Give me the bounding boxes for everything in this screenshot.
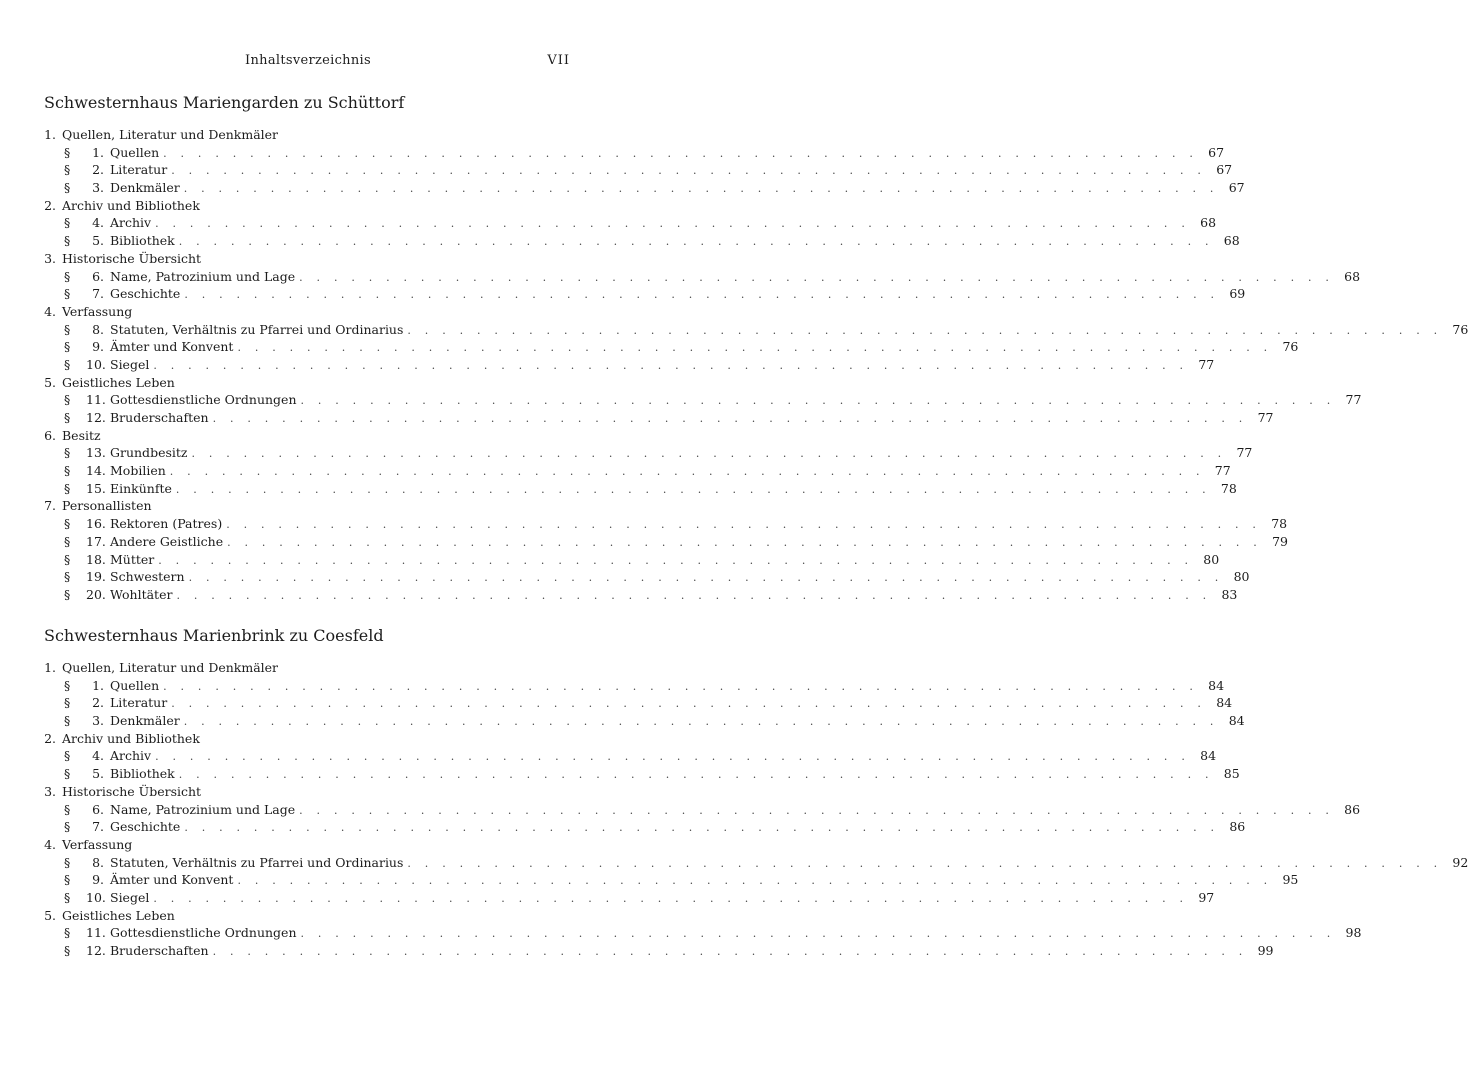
entry-number: 7. [92, 819, 104, 835]
entry-page-number: 78 [1271, 516, 1288, 532]
dot-leader: . . . . . . . . . . . . . . . . . . . . . . . . . . . . . . . . . . . . . . . . . . . . . . . . . . . . . . . . . . . . [191, 447, 1227, 461]
entry-title: Statuten, Verhältnis zu Pfarrei und Ordinarius [110, 854, 404, 870]
entry-number: 12. [86, 943, 106, 958]
dot-leader: . . . . . . . . . . . . . . . . . . . . . . . . . . . . . . . . . . . . . . . . . . . . . . . . . . . . . . . . . . . . [184, 288, 1220, 302]
toc-entry [44, 871, 1299, 889]
section-title: Schwesternhaus Mariengarden zu Schüttorf [44, 93, 405, 112]
entry-number: 1. [92, 144, 104, 160]
entry-label [64, 551, 158, 569]
entry-number: 15. [86, 480, 106, 496]
dot-leader: . . . . . . . . . . . . . . . . . . . . . . . . . . . . . . . . . . . . . . . . . . . . . . . . . . . . . . . . . . . . [171, 164, 1207, 178]
chapter-title: Archiv und Bibliothek [61, 730, 200, 746]
entry-number: 12. [86, 410, 106, 425]
entry-title: Grundbesitz [110, 445, 188, 461]
entry-page-number: 78 [1220, 480, 1237, 496]
entry-page-number: 92 [1452, 854, 1468, 870]
toc-entry [44, 694, 1233, 712]
dot-leader: . . . . . . . . . . . . . . . . . . . . . . . . . . . . . . . . . . . . . . . . . . . . . . . . . . . . . . . . . . . . [407, 856, 1443, 870]
toc-entry [44, 854, 1468, 872]
toc-entry [44, 568, 1250, 586]
chapter-number: 2. [44, 197, 56, 213]
entry-number: 10. [86, 356, 106, 372]
toc-entry [44, 712, 1245, 730]
toc-entry [44, 356, 1215, 374]
entry-title: Bibliothek [110, 233, 175, 249]
dot-leader: . . . . . . . . . . . . . . . . . . . . . . . . . . . . . . . . . . . . . . . . . . . . . . . . . . . . . . . . . . . . [183, 715, 1219, 729]
toc-entry [44, 515, 1288, 533]
chapter-title: Historische Übersicht [61, 783, 202, 799]
entry-label [64, 232, 179, 250]
toc-entry [44, 801, 1361, 819]
entry-page-number: 67 [1208, 144, 1225, 160]
entry-label [64, 586, 176, 604]
chapter-heading [44, 783, 574, 801]
toc-entry [44, 444, 1253, 462]
entry-title: Mütter [110, 551, 155, 567]
entry-label [64, 144, 163, 162]
dot-leader: . . . . . . . . . . . . . . . . . . . . . . . . . . . . . . . . . . . . . . . . . . . . . . . . . . . . . . . . . . . . [178, 235, 1214, 249]
section-symbol: § [64, 356, 71, 372]
entry-label [64, 854, 407, 872]
chapter-number: 3. [44, 250, 56, 266]
entry-title: Denkmäler [110, 180, 180, 196]
dot-leader: . . . . . . . . . . . . . . . . . . . . . . . . . . . . . . . . . . . . . . . . . . . . . . . . . . . . . . . . . . . . [227, 535, 1262, 549]
entry-page-number: 95 [1282, 872, 1299, 888]
entry-number: 3. [92, 180, 104, 196]
entry-title: Geschichte [110, 286, 181, 302]
toc-entry [44, 480, 1237, 498]
entry-label [64, 462, 170, 480]
toc-entry [44, 409, 1274, 427]
dot-leader: . . . . . . . . . . . . . . . . . . . . . . . . . . . . . . . . . . . . . . . . . . . . . . . . . . . . . . . . . . . . [169, 465, 1205, 479]
section-symbol: § [64, 233, 71, 249]
dot-leader: . . . . . . . . . . . . . . . . . . . . . . . . . . . . . . . . . . . . . . . . . . . . . . . . . . . . . . . . . . . . [176, 588, 1212, 602]
entry-number: 2. [92, 162, 104, 178]
entry-title: Archiv [110, 215, 152, 231]
toc-entry [44, 338, 1299, 356]
entry-title: Bruderschaften [110, 410, 209, 425]
dot-leader: . . . . . . . . . . . . . . . . . . . . . . . . . . . . . . . . . . . . . . . . . . . . . . . . . . . . . . . . . . . . [299, 270, 1335, 284]
section-symbol: § [64, 889, 71, 905]
section-symbol: § [64, 854, 71, 870]
entry-number: 7. [92, 286, 104, 302]
section-symbol: § [64, 569, 71, 585]
entry-number: 18. [86, 551, 106, 567]
chapter-title: Geistliches Leben [61, 907, 175, 923]
dot-leader: . . . . . . . . . . . . . . . . . . . . . . . . . . . . . . . . . . . . . . . . . . . . . . . . . . . . . . . . . . . . [171, 697, 1207, 711]
section-symbol: § [64, 144, 71, 160]
toc-entry [44, 214, 1217, 232]
toc-entry [44, 747, 1217, 765]
section-symbol: § [64, 516, 71, 532]
section-symbol: § [64, 695, 71, 711]
section-symbol: § [64, 801, 71, 817]
toc-section [44, 92, 1468, 604]
toc-entry [44, 942, 1274, 960]
chapter-number: 4. [44, 836, 56, 852]
entry-number: 20. [86, 586, 106, 602]
running-head [0, 53, 700, 71]
toc-entry [44, 586, 1238, 604]
entry-label [64, 924, 301, 942]
running-head-title: Inhaltsverzeichnis [245, 53, 371, 68]
dot-leader: . . . . . . . . . . . . . . . . . . . . . . . . . . . . . . . . . . . . . . . . . . . . . . . . . . . . . . . . . . . . [300, 394, 1336, 408]
dot-leader: . . . . . . . . . . . . . . . . . . . . . . . . . . . . . . . . . . . . . . . . . . . . . . . . . . . . . . . . . . . . [226, 518, 1262, 532]
entry-title: Quellen [110, 677, 160, 693]
toc-entry [44, 144, 1225, 162]
entry-page-number: 84 [1216, 695, 1233, 711]
dot-leader: . . . . . . . . . . . . . . . . . . . . . . . . . . . . . . . . . . . . . . . . . . . . . . . . . . . . . . . . . . . . [184, 821, 1220, 835]
entry-label [64, 285, 184, 303]
entry-label [64, 409, 213, 427]
toc-entry [44, 321, 1468, 339]
chapter-number: 1. [44, 127, 56, 142]
entry-title: Schwestern [110, 569, 185, 585]
entry-title: Literatur [110, 162, 168, 178]
dot-leader: . . . . . . . . . . . . . . . . . . . . . . . . . . . . . . . . . . . . . . . . . . . . . . . . . . . . . . . . . . . . [163, 679, 1199, 693]
entry-label [64, 161, 171, 179]
entry-page-number: 67 [1228, 180, 1245, 196]
section-symbol: § [64, 180, 71, 196]
entry-page-number: 84 [1200, 748, 1217, 764]
entry-page-number: 77 [1214, 463, 1231, 479]
chapter-heading [44, 197, 574, 215]
entry-number: 8. [92, 854, 104, 870]
section-symbol: § [64, 925, 71, 941]
entry-number: 2. [92, 695, 104, 711]
entry-title: Siegel [110, 889, 150, 905]
chapter-title: Verfassung [61, 836, 133, 852]
section-symbol: § [64, 713, 71, 729]
dot-leader: . . . . . . . . . . . . . . . . . . . . . . . . . . . . . . . . . . . . . . . . . . . . . . . . . . . . . . . . . . . . [188, 571, 1224, 585]
toc-entry [44, 391, 1362, 409]
chapter-heading [44, 427, 574, 445]
entry-title: Einkünfte [110, 480, 172, 496]
entry-number: 4. [92, 748, 104, 764]
entry-number: 3. [92, 713, 104, 729]
section-symbol: § [64, 748, 71, 764]
entry-title: Siegel [110, 356, 150, 372]
entry-title: Ämter und Konvent [110, 872, 234, 888]
chapter-number: 2. [44, 730, 56, 746]
entry-label [64, 568, 189, 586]
chapter-number: 4. [44, 303, 56, 319]
entry-page-number: 99 [1257, 943, 1274, 958]
entry-number: 6. [92, 801, 104, 817]
entry-number: 5. [92, 766, 104, 782]
toc-entry [44, 232, 1240, 250]
section-symbol: § [64, 162, 71, 178]
entry-number: 10. [86, 889, 106, 905]
entry-label [64, 338, 237, 356]
chapter-title: Besitz [61, 427, 101, 443]
entry-page-number: 79 [1272, 533, 1288, 549]
entry-page-number: 68 [1223, 233, 1240, 249]
entry-number: 14. [86, 463, 106, 479]
entry-page-number: 76 [1282, 339, 1299, 355]
section-symbol: § [64, 445, 71, 461]
entry-title: Gottesdienstliche Ordnungen [110, 392, 297, 408]
entry-label [64, 747, 155, 765]
chapter-number: 3. [44, 783, 56, 799]
chapter-number: 6. [44, 427, 56, 443]
entry-title: Gottesdienstliche Ordnungen [110, 925, 297, 941]
chapter-heading [44, 250, 574, 268]
entry-label [64, 801, 299, 819]
toc-entry [44, 818, 1246, 836]
chapter-title: Quellen, Literatur und Denkmäler [61, 127, 279, 142]
chapter-title: Archiv und Bibliothek [61, 197, 200, 213]
toc-section [44, 625, 1468, 960]
entry-label [64, 871, 237, 889]
section-symbol: § [64, 215, 71, 231]
entry-label [64, 444, 191, 462]
toc-entry [44, 889, 1215, 907]
dot-leader: . . . . . . . . . . . . . . . . . . . . . . . . . . . . . . . . . . . . . . . . . . . . . . . . . . . . . . . . . . . . [175, 482, 1211, 496]
chapter-title: Geistliches Leben [61, 374, 175, 390]
chapter-number: 1. [44, 660, 56, 675]
entry-number: 13. [86, 445, 106, 461]
section-title: Schwesternhaus Marienbrink zu Coesfeld [44, 626, 384, 645]
dot-leader: . . . . . . . . . . . . . . . . . . . . . . . . . . . . . . . . . . . . . . . . . . . . . . . . . . . . . . . . . . . . [153, 358, 1189, 372]
dot-leader: . . . . . . . . . . . . . . . . . . . . . . . . . . . . . . . . . . . . . . . . . . . . . . . . . . . . . . . . . . . . [153, 891, 1189, 905]
chapter-title: Personallisten [61, 498, 152, 514]
entry-page-number: 68 [1200, 215, 1217, 231]
chapter-number: 7. [44, 498, 56, 514]
toc-entry [44, 179, 1245, 197]
toc-entry [44, 285, 1246, 303]
chapter-heading [44, 907, 574, 925]
entry-label [64, 712, 184, 730]
toc-entry [44, 765, 1240, 783]
entry-page-number: 86 [1344, 801, 1361, 817]
running-head-page-number: VII [547, 53, 570, 68]
section-symbol: § [64, 677, 71, 693]
section-symbol: § [64, 339, 71, 355]
chapter-heading [44, 836, 574, 854]
entry-label [64, 515, 226, 533]
section-gap [44, 114, 574, 126]
dot-leader: . . . . . . . . . . . . . . . . . . . . . . . . . . . . . . . . . . . . . . . . . . . . . . . . . . . . . . . . . . . . [155, 217, 1191, 231]
entry-label [64, 942, 213, 960]
section-gap [44, 647, 574, 659]
entry-label [64, 480, 176, 498]
entry-label [64, 214, 155, 232]
section-symbol: § [64, 819, 71, 835]
dot-leader: . . . . . . . . . . . . . . . . . . . . . . . . . . . . . . . . . . . . . . . . . . . . . . . . . . . . . . . . . . . . [158, 553, 1194, 567]
entry-label [64, 694, 171, 712]
entry-number: 8. [92, 321, 104, 337]
chapter-heading [44, 126, 574, 144]
section-symbol: § [64, 480, 71, 496]
chapter-number: 5. [44, 907, 56, 923]
entry-label [64, 391, 301, 409]
section-symbol: § [64, 766, 71, 782]
entry-page-number: 80 [1203, 551, 1220, 567]
chapter-heading [44, 497, 574, 515]
toc-entry [44, 551, 1220, 569]
entry-page-number: 77 [1198, 356, 1215, 372]
entry-label [64, 356, 153, 374]
dot-leader: . . . . . . . . . . . . . . . . . . . . . . . . . . . . . . . . . . . . . . . . . . . . . . . . . . . . . . . . . . . . [237, 874, 1273, 888]
dot-leader: . . . . . . . . . . . . . . . . . . . . . . . . . . . . . . . . . . . . . . . . . . . . . . . . . . . . . . . . . . . . [178, 768, 1214, 782]
dot-leader: . . . . . . . . . . . . . . . . . . . . . . . . . . . . . . . . . . . . . . . . . . . . . . . . . . . . . . . . . . . . [212, 945, 1248, 958]
section-symbol: § [64, 872, 71, 888]
section-symbol: § [64, 943, 71, 958]
entry-title: Rektoren (Patres) [110, 516, 223, 532]
entry-title: Ämter und Konvent [110, 339, 234, 355]
toc-entry [44, 268, 1361, 286]
entry-number: 11. [86, 392, 106, 408]
entry-title: Statuten, Verhältnis zu Pfarrei und Ordinarius [110, 321, 404, 337]
toc-entry [44, 677, 1225, 695]
entry-page-number: 76 [1452, 321, 1468, 337]
section-symbol: § [64, 410, 71, 425]
toc-entry [44, 533, 1288, 551]
section-symbol: § [64, 321, 71, 337]
entry-title: Literatur [110, 695, 168, 711]
entry-page-number: 85 [1223, 766, 1240, 782]
entry-page-number: 67 [1216, 162, 1233, 178]
entry-page-number: 77 [1345, 392, 1362, 408]
chapter-heading [44, 730, 574, 748]
entry-title: Wohltäter [110, 586, 173, 602]
entry-page-number: 80 [1233, 569, 1250, 585]
entry-number: 16. [86, 516, 106, 532]
entry-title: Bruderschaften [110, 943, 209, 958]
entry-title: Name, Patrozinium und Lage [110, 268, 296, 284]
entry-label [64, 533, 227, 551]
entry-label [64, 765, 179, 783]
dot-leader: . . . . . . . . . . . . . . . . . . . . . . . . . . . . . . . . . . . . . . . . . . . . . . . . . . . . . . . . . . . . [163, 146, 1199, 160]
chapter-title: Quellen, Literatur und Denkmäler [61, 660, 279, 675]
dot-leader: . . . . . . . . . . . . . . . . . . . . . . . . . . . . . . . . . . . . . . . . . . . . . . . . . . . . . . . . . . . . [183, 182, 1219, 196]
section-symbol: § [64, 268, 71, 284]
toc-entry [44, 924, 1362, 942]
entry-title: Name, Patrozinium und Lage [110, 801, 296, 817]
chapter-heading [44, 659, 574, 677]
entry-page-number: 83 [1221, 586, 1238, 602]
entry-page-number: 77 [1257, 410, 1274, 425]
section-symbol: § [64, 286, 71, 302]
entry-number: 17. [86, 533, 106, 549]
entry-label [64, 818, 184, 836]
section-symbol: § [64, 586, 71, 602]
entry-page-number: 98 [1345, 925, 1362, 941]
chapter-title: Historische Übersicht [61, 250, 202, 266]
entry-label [64, 321, 407, 339]
toc-entry [44, 462, 1231, 480]
entry-number: 9. [92, 339, 104, 355]
entry-label [64, 179, 184, 197]
dot-leader: . . . . . . . . . . . . . . . . . . . . . . . . . . . . . . . . . . . . . . . . . . . . . . . . . . . . . . . . . . . . [212, 412, 1248, 425]
entry-label [64, 677, 163, 695]
chapter-title: Verfassung [61, 303, 133, 319]
entry-page-number: 84 [1228, 713, 1245, 729]
toc-entry [44, 161, 1233, 179]
dot-leader: . . . . . . . . . . . . . . . . . . . . . . . . . . . . . . . . . . . . . . . . . . . . . . . . . . . . . . . . . . . . [407, 323, 1443, 337]
entry-title: Geschichte [110, 819, 181, 835]
entry-number: 11. [86, 925, 106, 941]
entry-title: Andere Geistliche [110, 533, 224, 549]
entry-label [64, 889, 153, 907]
entry-page-number: 68 [1344, 268, 1361, 284]
chapter-number: 5. [44, 374, 56, 390]
entry-label [64, 268, 299, 286]
dot-leader: . . . . . . . . . . . . . . . . . . . . . . . . . . . . . . . . . . . . . . . . . . . . . . . . . . . . . . . . . . . . [155, 750, 1191, 764]
section-symbol: § [64, 392, 71, 408]
entry-title: Denkmäler [110, 713, 180, 729]
entry-page-number: 97 [1198, 889, 1215, 905]
entry-number: 9. [92, 872, 104, 888]
entry-number: 1. [92, 677, 104, 693]
dot-leader: . . . . . . . . . . . . . . . . . . . . . . . . . . . . . . . . . . . . . . . . . . . . . . . . . . . . . . . . . . . . [237, 341, 1273, 355]
section-symbol: § [64, 551, 71, 567]
entry-title: Mobilien [110, 463, 166, 479]
entry-page-number: 77 [1236, 445, 1253, 461]
entry-title: Bibliothek [110, 766, 175, 782]
dot-leader: . . . . . . . . . . . . . . . . . . . . . . . . . . . . . . . . . . . . . . . . . . . . . . . . . . . . . . . . . . . . [300, 927, 1336, 941]
entry-page-number: 69 [1229, 286, 1246, 302]
entry-page-number: 86 [1229, 819, 1246, 835]
entry-number: 19. [86, 569, 106, 585]
chapter-heading [44, 303, 574, 321]
entry-number: 5. [92, 233, 104, 249]
entry-page-number: 84 [1208, 677, 1225, 693]
chapter-heading [44, 374, 574, 392]
section-symbol: § [64, 533, 71, 549]
entry-title: Archiv [110, 748, 152, 764]
entry-number: 6. [92, 268, 104, 284]
section-symbol: § [64, 463, 71, 479]
entry-number: 4. [92, 215, 104, 231]
dot-leader: . . . . . . . . . . . . . . . . . . . . . . . . . . . . . . . . . . . . . . . . . . . . . . . . . . . . . . . . . . . . [299, 803, 1335, 817]
entry-title: Quellen [110, 144, 160, 160]
